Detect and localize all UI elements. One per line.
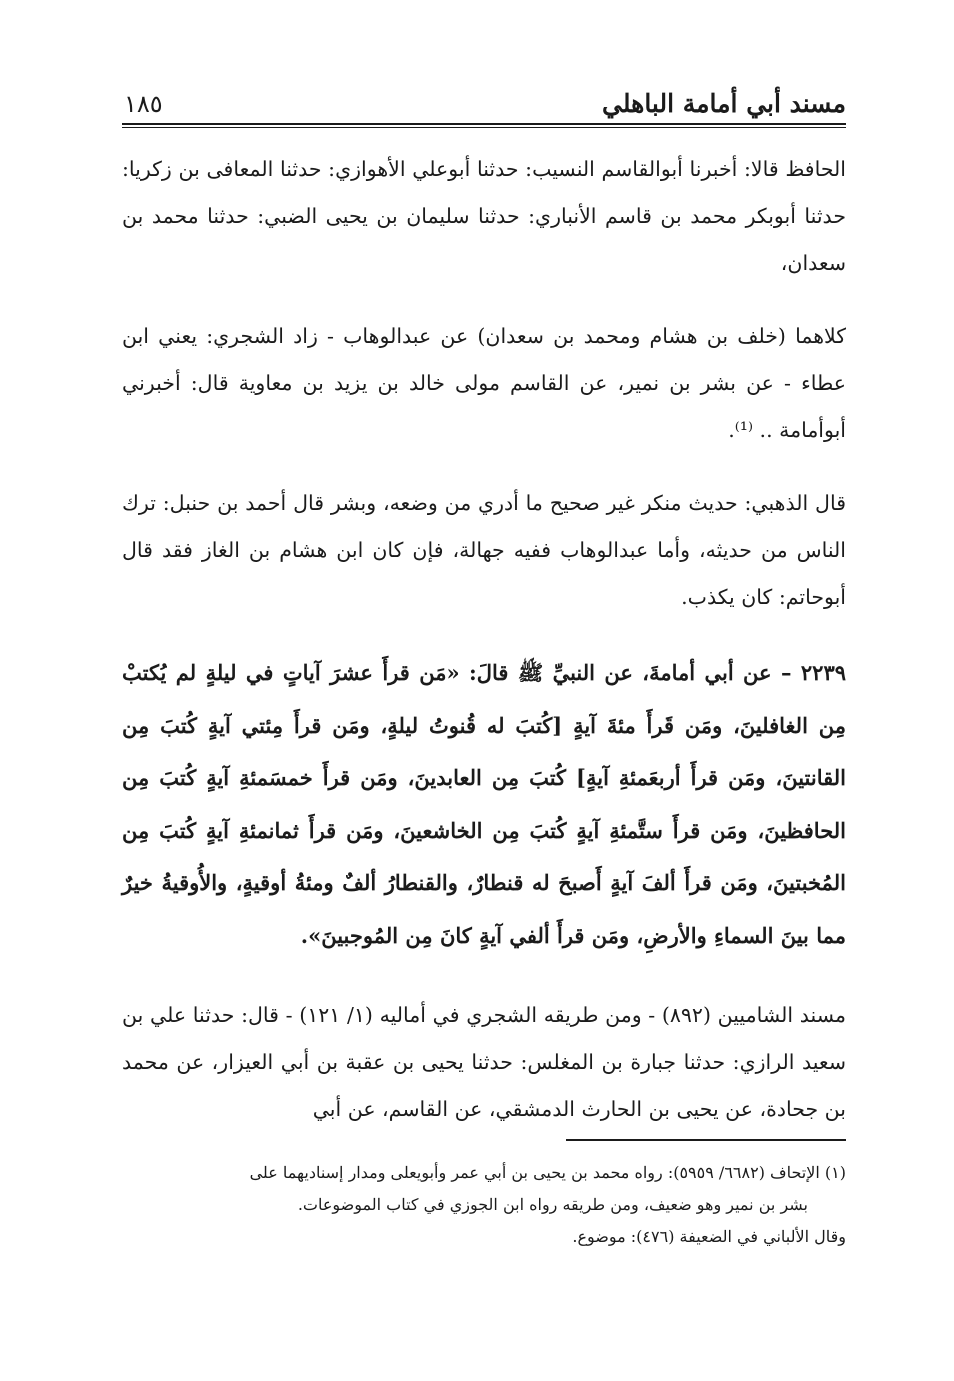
footnote-1-albani: وقال الألباني في الضعيفة (٤٧٦): موضوع.: [572, 1227, 846, 1246]
paragraph-chain: كلاهما (خلف بن هشام ومحمد بن سعدان) عن عبدالوهاب - زاد الشجري: يعني ابن عطاء - عن بشر بن نمير، عن القاسم مولى خالد بن يزيد بن معاوية قال: أخبرني أبوأمامة .. ⁽¹⁾.: [122, 324, 846, 442]
paragraph-takhrij: مسند الشاميين (٨٩٢) - ومن طريقه الشجري في أماليه (١/ ١٢١) - قال: حدثنا علي بن سعيد الرازي: حدثنا جبارة بن المغلس: حدثنا يحيى بن عقبة بن أبي العيزار، عن محمد بن جحادة، عن يحيى بن الحارث الدمشقي، عن القاسم، عن أبي: [122, 1003, 846, 1121]
hadith-number: ٢٢٣٩: [800, 660, 847, 685]
footnotes: [122, 1157, 846, 1253]
header-rule: [122, 123, 846, 125]
header-rule-thin: [122, 127, 846, 128]
footnote-separator: [566, 1139, 846, 1141]
footnote-1-continuation: بشر بن نمير وهو ضعيف، ومن طريقه رواه ابن الجوزي في كتاب الموضوعات.: [297, 1195, 808, 1214]
paragraph-isnad: الحافظ قالا: أخبرنا أبوالقاسم النسيب: حدثنا أبوعلي الأهوازي: حدثنا المعافى بن زكريا: حدثنا أبوبكر محمد بن قاسم الأنباري: حدثنا سليمان بن يحيى الضبي: حدثنا محمد بن سعدان،: [122, 157, 846, 275]
header-title: مسند أبي أمامة الباهلي: [602, 89, 846, 118]
footnote-1: (١) الإتحاف (٦٦٨٢/ ٥٩٥٩): رواه محمد بن يحيى بن أبي عمر وأبويعلى ومدار إسناديهما على: [249, 1163, 846, 1182]
main-text: [122, 146, 846, 1133]
hadith-2239: [122, 647, 846, 962]
page-number: ١٨٥: [124, 90, 163, 118]
running-header: [122, 84, 846, 128]
paragraph-dhahabi: قال الذهبي: حديث منكر غير صحيح ما أدري من وضعه، وبشر قال أحمد بن حنبل: ترك الناس من حديثه، وأما عبدالوهاب ففيه جهالة، فإن كان ابن هشام بن الغاز فقد قال أبوحاتم: كان يكذب.: [122, 491, 846, 609]
hadith-text: – عن أبي أمامةَ، عن النبيِّ ﷺ قالَ: «مَن قرأَ عشرَ آياتٍ في ليلةٍ لم يُكتبْ مِن الغافلينَ، ومَن قَرأَ مئةَ آيةٍ [كُتبَ له قُنوتُ ليلةٍ، ومَن قرأَ مِئتي آيةٍ كُتبَ مِن القانتينَ، ومَن قرأَ أربعَمئةِ آيةٍ] كُتبَ مِن العابدينَ، ومَن قرأَ خمسَمئةِ آيةٍ كُتبَ مِن الحافظينَ، ومَن قرأَ ستَّمئةِ آيةٍ كُتبَ مِن الخاشعينَ، ومَن قرأَ ثمانمئةِ آيةٍ كُتبَ مِن المُخبتينَ، ومَن قرأَ ألفَ آيةٍ أَصبحَ له قنطارٌ، والقنطارُ ألفٌ ومئةُ أوقيةٍ، والأُوقيةُ خيرٌ مما بينَ السماءِ والأرضِ، ومَن قرأَ ألفي آيةٍ كانَ مِن المُوجبينَ».: [122, 660, 846, 948]
